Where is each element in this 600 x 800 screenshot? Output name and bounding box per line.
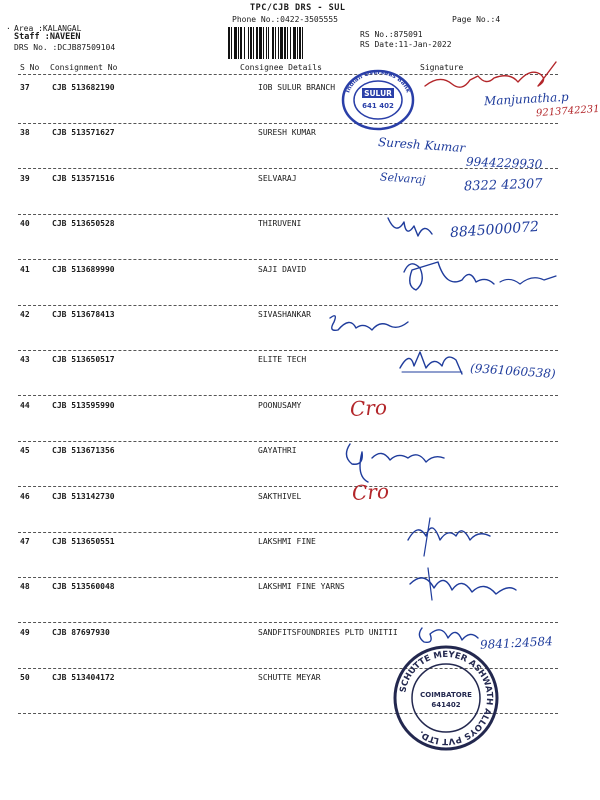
row-sno: 37 — [20, 83, 30, 92]
consignment-number: CJB 513682190 — [52, 83, 115, 92]
consignee-name: GAYATHRI — [258, 446, 297, 456]
consignment-number: CJB 513404172 — [52, 673, 115, 683]
company-stamp-city: COIMBATORE — [420, 691, 472, 699]
row-sno: 41 — [20, 264, 30, 274]
consignee-name: SAKTHIVEL — [258, 491, 302, 501]
bank-stamp-ring-text: Indian Overseas Bank — [344, 68, 412, 94]
row-divider — [18, 622, 558, 623]
row-sno: 44 — [20, 400, 30, 410]
consignment-number: CJB 513650528 — [52, 219, 115, 229]
signature-49 — [419, 628, 478, 642]
handwritten-sig-46: Cro — [351, 479, 390, 505]
handwritten-phone-40: 8845000072 — [449, 218, 540, 242]
row-divider — [18, 214, 558, 215]
col-consignment: Consignment No — [50, 63, 118, 72]
col-signature: Signature — [420, 63, 464, 72]
row-divider — [18, 305, 558, 306]
row-divider — [18, 441, 558, 442]
signature-47 — [408, 528, 490, 540]
consignment-number: CJB 513571516 — [52, 173, 115, 183]
consignee-name: SANDFITSFOUNDRIES PLTD UNITII — [258, 627, 398, 637]
row-sno: 38 — [20, 128, 30, 138]
rs-number: RS No.:875091 — [360, 30, 423, 39]
consignee-name: THIRUVENI — [258, 219, 302, 229]
consignee-name: SURESH KUMAR — [258, 128, 316, 138]
row-sno: 39 — [20, 173, 30, 183]
consignee-name: SIVASHANKAR — [258, 310, 311, 319]
consignment-number: CJB 513678413 — [52, 310, 115, 319]
row-divider — [18, 395, 558, 396]
signature-48 — [410, 578, 516, 594]
consignment-number: CJB 513571627 — [52, 128, 115, 138]
row-divider — [18, 577, 558, 578]
consignment-number: CJB 513650551 — [52, 537, 115, 546]
handwritten-phone-39: 8322 42307 — [463, 176, 543, 195]
handwritten-phone-37: 9213742231 — [535, 103, 600, 120]
area-label: Area :KALANGAL — [14, 24, 82, 33]
consignee-name: POONUSAMY — [258, 400, 302, 410]
page-number: Page No.:4 — [452, 15, 501, 24]
row-divider — [18, 350, 558, 351]
report-title: TPC/CJB DRS - SUL — [250, 3, 346, 13]
row-sno: 48 — [20, 582, 30, 592]
handwritten-name-37: Manjunatha.p — [483, 89, 570, 109]
signature-41 — [404, 262, 494, 290]
row-sno: 42 — [20, 310, 30, 319]
handwritten-sig-44: Cro — [349, 395, 388, 421]
consignee-name: IOB SULUR BRANCH — [258, 83, 336, 92]
consignee-name: LAKSHMI FINE — [258, 537, 316, 546]
row-sno: 43 — [20, 355, 30, 365]
drs-number: DRS No. :DCJB87509104 — [14, 43, 116, 52]
bullet-dot-icon: · — [6, 24, 11, 33]
consignment-number: CJB 513689990 — [52, 264, 115, 274]
staff-field: Staff :NAVEEN — [14, 32, 81, 42]
bank-seal-stamp — [340, 68, 416, 132]
signature-42 — [330, 316, 408, 331]
consignee-name: SAJI DAVID — [258, 264, 307, 274]
consignment-number: CJB 513650517 — [52, 355, 115, 365]
consignment-number: CJB 513671356 — [52, 446, 115, 456]
consignee-name: SCHUTTE MEYAR — [258, 673, 321, 683]
row-sno: 47 — [20, 537, 30, 546]
row-divider — [18, 532, 558, 533]
consignment-number: CJB 513142730 — [52, 491, 115, 501]
signature-40 — [388, 218, 432, 236]
col-sno: S No — [20, 63, 40, 72]
consignment-number: CJB 513595990 — [52, 400, 115, 410]
handwritten-phone-38: 9944229930 — [465, 154, 543, 172]
row-divider — [18, 486, 558, 487]
row-sno: 50 — [20, 673, 30, 683]
consignee-name: SELVARAJ — [258, 173, 297, 183]
handwritten-phone-49: 9841:24584 — [479, 634, 554, 652]
signature-45 — [346, 444, 444, 482]
consignee-name: ELITE TECH — [258, 355, 307, 365]
phone-number: Phone No.:0422-3505555 — [232, 15, 338, 24]
row-sno: 40 — [20, 219, 30, 229]
handwritten-sig-39: Selvaraj — [379, 170, 426, 187]
company-stamp-pin: 641402 — [431, 701, 461, 709]
col-consignee: Consignee Details — [240, 63, 322, 72]
rs-date: RS Date:11-Jan-2022 — [360, 40, 452, 49]
handwritten-sig-38: Suresh Kumar — [377, 134, 466, 156]
signature-43 — [400, 352, 462, 374]
row-sno: 45 — [20, 446, 30, 456]
consignment-number: CJB 87697930 — [52, 627, 110, 637]
barcode-icon — [228, 27, 352, 59]
handwritten-phone-43: (9361060538) — [469, 361, 557, 381]
bank-stamp-pin: 641 402 — [362, 102, 394, 110]
row-sno: 46 — [20, 491, 30, 501]
consignee-name: LAKSHMI FINE YARNS — [258, 582, 345, 592]
row-divider — [18, 123, 558, 124]
consignment-number: CJB 513560048 — [52, 582, 115, 592]
bank-stamp-branch: SULUR — [364, 89, 392, 98]
row-sno: 49 — [20, 627, 30, 637]
company-seal-stamp — [392, 644, 500, 752]
row-divider — [18, 259, 558, 260]
company-stamp-ring-text: SCHUTTE MEYER ASHWATH ALLOYS PVT LTD. — [398, 649, 495, 747]
header-divider — [18, 74, 558, 75]
